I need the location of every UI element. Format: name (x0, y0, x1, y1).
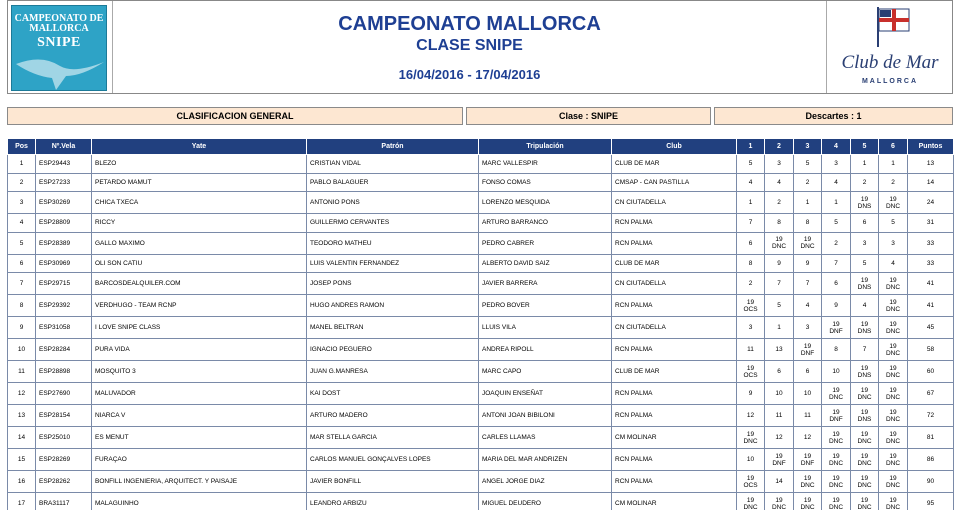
table-row (8, 173, 954, 192)
position-cell: 2 (8, 173, 36, 192)
race-result-cell: 19 DNC (879, 317, 908, 339)
column-header: 3 (794, 139, 822, 155)
position-cell: 5 (8, 232, 36, 254)
yacht-cell: BARCOSDEALQUILER.COM (92, 273, 307, 295)
yacht-cell: BONFILL INGENIERIA, ARQUITECT. Y PAISAJE (92, 471, 307, 493)
race-result-cell: 19 DNC (879, 192, 908, 214)
race-result-cell: 19 DNC (851, 471, 879, 493)
table-row (8, 383, 954, 405)
yacht-cell: NIARCA V (92, 405, 307, 427)
position-cell: 17 (8, 493, 36, 510)
race-result-cell: 3 (851, 232, 879, 254)
club-cell: RCN PALMA (612, 214, 737, 233)
race-result-cell: 2 (765, 192, 794, 214)
race-result-cell: 6 (737, 232, 765, 254)
race-result-cell: 2 (737, 273, 765, 295)
race-result-cell: 5 (851, 254, 879, 273)
yacht-cell: FURAÇAO (92, 449, 307, 471)
yacht-cell: PETARDO MAMUT (92, 173, 307, 192)
column-header: 4 (822, 139, 851, 155)
crew-cell: ARTURO BARRANCO (479, 214, 612, 233)
skipper-cell: TEODORO MATHEU (307, 232, 479, 254)
race-result-cell: 19 DNC (879, 339, 908, 361)
race-result-cell: 4 (822, 173, 851, 192)
race-result-cell: 8 (822, 339, 851, 361)
race-result-cell: 19 DNC (879, 471, 908, 493)
yacht-cell: ES MENUT (92, 427, 307, 449)
club-logo (828, 2, 952, 92)
skipper-cell: ARTURO MADERO (307, 405, 479, 427)
points-cell: 58 (908, 339, 954, 361)
race-result-cell: 4 (851, 295, 879, 317)
position-cell: 9 (8, 317, 36, 339)
championship-logo (11, 5, 107, 91)
table-header-row (8, 139, 954, 155)
yacht-cell: MALUVADOR (92, 383, 307, 405)
skipper-cell: HUGO ANDRES RAMON (307, 295, 479, 317)
club-cell: CM MOLINAR (612, 427, 737, 449)
points-cell: 90 (908, 471, 954, 493)
race-result-cell: 8 (737, 254, 765, 273)
points-cell: 72 (908, 405, 954, 427)
table-row (8, 317, 954, 339)
column-header: Club (612, 139, 737, 155)
sail-number-cell: ESP29443 (36, 155, 92, 174)
race-result-cell: 19 DNF (822, 405, 851, 427)
race-result-cell: 2 (822, 232, 851, 254)
skipper-cell: MANEL BELTRAN (307, 317, 479, 339)
sail-number-cell: ESP29392 (36, 295, 92, 317)
race-result-cell: 3 (737, 317, 765, 339)
race-result-cell: 19 DNF (794, 449, 822, 471)
points-cell: 33 (908, 232, 954, 254)
race-result-cell: 19 DNC (822, 427, 851, 449)
sail-number-cell: ESP28154 (36, 405, 92, 427)
regatta-header (7, 0, 953, 94)
column-header: 6 (879, 139, 908, 155)
race-result-cell: 1 (765, 317, 794, 339)
yacht-cell: PURA VIDA (92, 339, 307, 361)
race-result-cell: 19 DNS (851, 405, 879, 427)
crew-cell: ANGEL JORGE DIAZ (479, 471, 612, 493)
race-result-cell: 6 (822, 273, 851, 295)
race-result-cell: 6 (851, 214, 879, 233)
logo-text-line-2: MALLORCA (29, 23, 89, 34)
club-cell: RCN PALMA (612, 339, 737, 361)
club-cell: CLUB DE MAR (612, 155, 737, 174)
points-cell: 95 (908, 493, 954, 510)
classification-general: CLASIFICACION GENERAL (7, 107, 463, 125)
race-result-cell: 19 DNC (879, 449, 908, 471)
skipper-cell: CARLOS MANUEL GONÇALVES LOPES (307, 449, 479, 471)
race-result-cell: 9 (765, 254, 794, 273)
race-result-cell: 9 (822, 295, 851, 317)
skipper-cell: JOSEP PONS (307, 273, 479, 295)
skipper-cell: KAI DOST (307, 383, 479, 405)
crew-cell: CARLES LLAMAS (479, 427, 612, 449)
club-cell: CLUB DE MAR (612, 361, 737, 383)
points-cell: 13 (908, 155, 954, 174)
column-header: 1 (737, 139, 765, 155)
club-cell: RCN PALMA (612, 471, 737, 493)
race-result-cell: 19 DNS (851, 273, 879, 295)
club-cell: CMSAP - CAN PASTILLA (612, 173, 737, 192)
race-result-cell: 19 DNC (794, 232, 822, 254)
crew-cell: LORENZO MESQUIDA (479, 192, 612, 214)
race-result-cell: 9 (794, 254, 822, 273)
table-row (8, 192, 954, 214)
race-result-cell: 5 (737, 155, 765, 174)
table-row (8, 232, 954, 254)
race-result-cell: 10 (794, 383, 822, 405)
race-result-cell: 1 (851, 155, 879, 174)
race-result-cell: 19 DNC (879, 427, 908, 449)
skipper-cell: JUAN G.MANRESA (307, 361, 479, 383)
skipper-cell: LUIS VALENTIN FERNANDEZ (307, 254, 479, 273)
race-result-cell: 9 (737, 383, 765, 405)
page-subtitle: CLASE SNIPE (416, 37, 523, 54)
table-row (8, 361, 954, 383)
skipper-cell: CRISTIAN VIDAL (307, 155, 479, 174)
skipper-cell: IGNACIO PEGUERO (307, 339, 479, 361)
sail-number-cell: ESP29715 (36, 273, 92, 295)
skipper-cell: PABLO BALAGUER (307, 173, 479, 192)
classification-bar (7, 107, 953, 125)
club-cell: RCN PALMA (612, 232, 737, 254)
race-result-cell: 2 (879, 173, 908, 192)
yacht-cell: CHICA TXECA (92, 192, 307, 214)
position-cell: 10 (8, 339, 36, 361)
points-cell: 81 (908, 427, 954, 449)
club-cell: CN CIUTADELLA (612, 192, 737, 214)
seagull-icon (12, 50, 107, 91)
table-row (8, 214, 954, 233)
yacht-cell: BLEZO (92, 155, 307, 174)
race-result-cell: 14 (765, 471, 794, 493)
race-result-cell: 1 (737, 192, 765, 214)
race-result-cell: 19 DNC (879, 405, 908, 427)
race-result-cell: 19 DNC (879, 295, 908, 317)
position-cell: 1 (8, 155, 36, 174)
race-result-cell: 19 DNC (879, 493, 908, 510)
race-result-cell: 11 (737, 339, 765, 361)
table-row (8, 254, 954, 273)
sail-number-cell: BRA31117 (36, 493, 92, 510)
points-cell: 41 (908, 295, 954, 317)
club-cell: CLUB DE MAR (612, 254, 737, 273)
race-result-cell: 7 (794, 273, 822, 295)
race-result-cell: 8 (765, 214, 794, 233)
yacht-cell: MOSQUITO 3 (92, 361, 307, 383)
sail-number-cell: ESP28898 (36, 361, 92, 383)
table-row (8, 295, 954, 317)
points-cell: 33 (908, 254, 954, 273)
race-result-cell: 19 OCS (737, 361, 765, 383)
race-result-cell: 1 (822, 192, 851, 214)
skipper-cell: JAVIER BONFILL (307, 471, 479, 493)
position-cell: 15 (8, 449, 36, 471)
race-result-cell: 5 (794, 155, 822, 174)
club-flag-icon (872, 5, 916, 49)
crew-cell: PEDRO BOVER (479, 295, 612, 317)
race-result-cell: 5 (879, 214, 908, 233)
position-cell: 12 (8, 383, 36, 405)
race-result-cell: 19 DNC (822, 493, 851, 510)
race-result-cell: 19 DNC (822, 471, 851, 493)
race-result-cell: 3 (765, 155, 794, 174)
points-cell: 86 (908, 449, 954, 471)
race-result-cell: 2 (794, 173, 822, 192)
classification-class: Clase : SNIPE (466, 107, 711, 125)
race-result-cell: 19 DNC (822, 383, 851, 405)
sail-number-cell: ESP28389 (36, 232, 92, 254)
skipper-cell: ANTONIO PONS (307, 192, 479, 214)
race-result-cell: 11 (765, 405, 794, 427)
club-cell: CN CIUTADELLA (612, 317, 737, 339)
crew-cell: JAVIER BARRERA (479, 273, 612, 295)
race-result-cell: 5 (765, 295, 794, 317)
race-result-cell: 10 (822, 361, 851, 383)
race-result-cell: 19 DNC (851, 383, 879, 405)
position-cell: 8 (8, 295, 36, 317)
crew-cell: JOAQUIN ENSEÑAT (479, 383, 612, 405)
race-result-cell: 19 OCS (737, 471, 765, 493)
race-result-cell: 4 (794, 295, 822, 317)
skipper-cell: LEANDRO ARBIZU (307, 493, 479, 510)
race-result-cell: 4 (879, 254, 908, 273)
race-result-cell: 19 DNS (851, 317, 879, 339)
logo-text-line-3: SNIPE (37, 35, 81, 50)
race-result-cell: 19 DNC (879, 273, 908, 295)
sail-number-cell: ESP28262 (36, 471, 92, 493)
club-cell: CM MOLINAR (612, 493, 737, 510)
header-divider-right (826, 1, 827, 93)
sail-number-cell: ESP30269 (36, 192, 92, 214)
column-header: Tripulación (479, 139, 612, 155)
yacht-cell: RICCY (92, 214, 307, 233)
results-table (7, 138, 954, 510)
column-header: 5 (851, 139, 879, 155)
points-cell: 14 (908, 173, 954, 192)
table-row (8, 449, 954, 471)
club-cell: RCN PALMA (612, 383, 737, 405)
race-result-cell: 4 (765, 173, 794, 192)
table-row (8, 405, 954, 427)
event-dates: 16/04/2016 - 17/04/2016 (398, 67, 541, 82)
sail-number-cell: ESP28809 (36, 214, 92, 233)
race-result-cell: 1 (794, 192, 822, 214)
race-result-cell: 7 (822, 254, 851, 273)
column-header: Pos (8, 139, 36, 155)
club-cell: CN CIUTADELLA (612, 273, 737, 295)
position-cell: 16 (8, 471, 36, 493)
race-result-cell: 19 DNC (879, 383, 908, 405)
points-cell: 67 (908, 383, 954, 405)
crew-cell: MARIA DEL MAR ANDRIZEN (479, 449, 612, 471)
race-result-cell: 19 OCS (737, 295, 765, 317)
race-result-cell: 6 (794, 361, 822, 383)
points-cell: 24 (908, 192, 954, 214)
position-cell: 14 (8, 427, 36, 449)
table-row (8, 273, 954, 295)
race-result-cell: 12 (794, 427, 822, 449)
sail-number-cell: ESP30969 (36, 254, 92, 273)
crew-cell: MIGUEL DEUDERO (479, 493, 612, 510)
club-cell: RCN PALMA (612, 295, 737, 317)
race-result-cell: 4 (737, 173, 765, 192)
race-result-cell: 6 (765, 361, 794, 383)
race-result-cell: 19 DNC (794, 471, 822, 493)
column-header: Nº.Vela (36, 139, 92, 155)
crew-cell: FONSO COMAS (479, 173, 612, 192)
sail-number-cell: ESP25010 (36, 427, 92, 449)
race-result-cell: 19 DNC (737, 427, 765, 449)
logo-text-line-1: CAMPEONATO DE (14, 13, 104, 24)
race-result-cell: 7 (737, 214, 765, 233)
sail-number-cell: ESP27690 (36, 383, 92, 405)
race-result-cell: 19 DNF (822, 317, 851, 339)
race-result-cell: 19 DNC (765, 232, 794, 254)
sail-number-cell: ESP27233 (36, 173, 92, 192)
position-cell: 6 (8, 254, 36, 273)
race-result-cell: 8 (794, 214, 822, 233)
crew-cell: MARC CAPO (479, 361, 612, 383)
table-row (8, 471, 954, 493)
table-row (8, 339, 954, 361)
position-cell: 11 (8, 361, 36, 383)
points-cell: 41 (908, 273, 954, 295)
column-header: Puntos (908, 139, 954, 155)
position-cell: 13 (8, 405, 36, 427)
crew-cell: ANDREA RIPOLL (479, 339, 612, 361)
race-result-cell: 12 (737, 405, 765, 427)
yacht-cell: I LOVE SNIPE CLASS (92, 317, 307, 339)
column-header: Patrón (307, 139, 479, 155)
position-cell: 7 (8, 273, 36, 295)
crew-cell: MARC VALLESPIR (479, 155, 612, 174)
race-result-cell: 19 DNC (851, 449, 879, 471)
race-result-cell: 19 DNC (851, 493, 879, 510)
position-cell: 3 (8, 192, 36, 214)
race-result-cell: 1 (879, 155, 908, 174)
race-result-cell: 7 (851, 339, 879, 361)
race-result-cell: 19 DNC (737, 493, 765, 510)
page-title: CAMPEONATO MALLORCA (338, 13, 601, 35)
column-header: Yate (92, 139, 307, 155)
race-result-cell: 19 DNS (851, 361, 879, 383)
race-result-cell: 19 DNC (822, 449, 851, 471)
sail-number-cell: ESP31058 (36, 317, 92, 339)
crew-cell: PEDRO CABRER (479, 232, 612, 254)
race-result-cell: 10 (737, 449, 765, 471)
race-result-cell: 19 DNF (794, 339, 822, 361)
points-cell: 60 (908, 361, 954, 383)
race-result-cell: 12 (765, 427, 794, 449)
race-result-cell: 3 (879, 232, 908, 254)
race-result-cell: 19 DNS (851, 192, 879, 214)
skipper-cell: MAR STELLA GARCIA (307, 427, 479, 449)
yacht-cell: VERDHUGO - TEAM RCNP (92, 295, 307, 317)
crew-cell: LLUIS VILA (479, 317, 612, 339)
table-row (8, 427, 954, 449)
race-result-cell: 19 DNC (794, 493, 822, 510)
sail-number-cell: ESP28269 (36, 449, 92, 471)
club-cell: RCN PALMA (612, 449, 737, 471)
race-result-cell: 19 DNC (879, 361, 908, 383)
race-result-cell: 11 (794, 405, 822, 427)
club-logo-city: MALLORCA (861, 78, 919, 85)
race-result-cell: 10 (765, 383, 794, 405)
yacht-cell: GALLO MAXIMO (92, 232, 307, 254)
sail-number-cell: ESP28284 (36, 339, 92, 361)
points-cell: 31 (908, 214, 954, 233)
race-result-cell: 5 (822, 214, 851, 233)
skipper-cell: GUILLERMO CERVANTES (307, 214, 479, 233)
column-header: 2 (765, 139, 794, 155)
race-result-cell: 7 (765, 273, 794, 295)
yacht-cell: OLI SON CATIU (92, 254, 307, 273)
table-row (8, 493, 954, 510)
yacht-cell: MALAGUINHO (92, 493, 307, 510)
points-cell: 45 (908, 317, 954, 339)
race-result-cell: 3 (822, 155, 851, 174)
club-cell: RCN PALMA (612, 405, 737, 427)
classification-discards: Descartes : 1 (714, 107, 953, 125)
club-logo-text: Club de Mar (841, 52, 939, 73)
race-result-cell: 3 (794, 317, 822, 339)
race-result-cell: 19 DNC (765, 493, 794, 510)
crew-cell: ANTONI JOAN BIBILONI (479, 405, 612, 427)
position-cell: 4 (8, 214, 36, 233)
race-result-cell: 13 (765, 339, 794, 361)
race-result-cell: 2 (851, 173, 879, 192)
crew-cell: ALBERTO DAVID SAIZ (479, 254, 612, 273)
table-row (8, 155, 954, 174)
race-result-cell: 19 DNF (765, 449, 794, 471)
race-result-cell: 19 DNC (851, 427, 879, 449)
